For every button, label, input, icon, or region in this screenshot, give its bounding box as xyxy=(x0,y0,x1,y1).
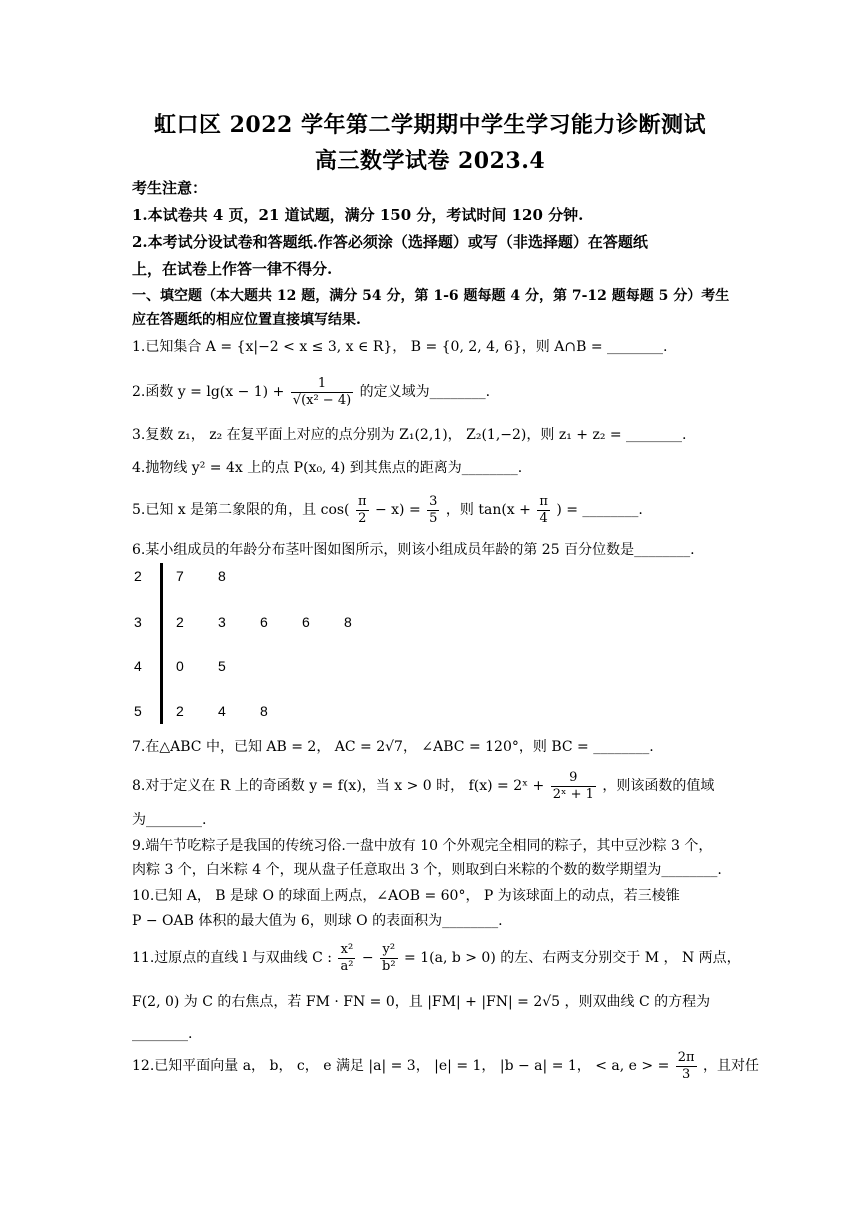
stem-row-2: 3 xyxy=(134,614,142,630)
q8-suffix: ，则该函数的值域 xyxy=(602,778,715,794)
leaf: 6 xyxy=(302,614,310,630)
q5-mid-2: ，则 tan(x + xyxy=(445,502,531,518)
q11-f1-numerator: x² xyxy=(338,942,355,959)
notice-item-1: 1.本试卷共 4 页，21 道试题，满分 150 分，考试时间 120 分钟. xyxy=(132,206,584,224)
q11-f2-denominator: b² xyxy=(382,958,396,974)
question-9b: 肉粽 3 个，白米粽 4 个，现从盘子任意取出 3 个，则取到白米粽的个数的数学期望为________. xyxy=(132,862,722,878)
question-8-continuation: 为________. xyxy=(132,812,207,828)
q5-f2-numerator: 3 xyxy=(429,493,438,509)
q11-suffix: = 1(a, b > 0) 的左、右两支分别交于 M ， N 两点， xyxy=(404,950,741,966)
question-1: 1.已知集合 A = {x|−2 < x ≤ 3, x ∈ R}， B = {0, 2, 4, 6}，则 A∩B = ________. xyxy=(132,339,668,355)
q12-prefix: 12.已知平面向量 a， b， c， e 满足 |a| = 3， |e| = 1， |b − a| = 1， < a, e > = xyxy=(132,1058,670,1074)
leaf: 2 xyxy=(176,703,184,719)
q12-numerator: 2π xyxy=(677,1049,695,1065)
notice-heading: 考生注意： xyxy=(132,179,208,197)
question-12 xyxy=(132,1044,760,1088)
stem-row-4: 5 xyxy=(134,703,142,719)
notice-item-2a: 2.本考试分设试卷和答题纸.作答必须涂（选择题）或写（非选择题）在答题纸 xyxy=(132,233,648,251)
stem-divider xyxy=(160,563,163,724)
q5-f1-numerator: π xyxy=(357,493,367,509)
q5-f3-numerator: π xyxy=(539,493,548,509)
question-10b: P − OAB 体积的最大值为 6，则球 O 的表面积为________. xyxy=(132,913,503,929)
question-6: 6.某小组成员的年龄分布茎叶图如图所示，则该小组成员年龄的第 25 百分位数是________. xyxy=(132,542,695,558)
leaf: 4 xyxy=(218,703,226,719)
q5-prefix: 5.已知 x 是第二象限的角，且 cos( xyxy=(132,502,350,518)
q5-fraction-3 xyxy=(537,494,550,527)
leaf: 8 xyxy=(218,568,226,584)
leaf: 5 xyxy=(218,658,226,674)
question-7: 7.在△ABC 中，已知 AB = 2， AC = 2√7， ∠ABC = 120°，则 BC = ________. xyxy=(132,739,654,755)
section-heading-b: 应在答题纸的相应位置直接填写结果. xyxy=(132,312,361,328)
q5-f2-denominator: 5 xyxy=(429,510,438,526)
question-11 xyxy=(132,934,741,982)
leaf: 2 xyxy=(176,614,184,630)
leaf: 8 xyxy=(344,614,352,630)
stem-row-1: 2 xyxy=(134,568,142,584)
leaf: 8 xyxy=(260,703,268,719)
title-line-1: 虹口区 2022 学年第二学期期中学生学习能力诊断测试 xyxy=(153,112,707,138)
question-11c: ________. xyxy=(132,1026,193,1042)
q12-denominator: 3 xyxy=(682,1066,691,1082)
stem-row-3: 4 xyxy=(134,658,142,674)
leaf: 0 xyxy=(176,658,184,674)
q5-fraction-2 xyxy=(427,494,439,527)
notice-item-2b: 上，在试卷上作答一律不得分. xyxy=(132,260,333,278)
q2-denominator: √(x² − 4) xyxy=(292,392,352,408)
q5-fraction-1 xyxy=(356,494,369,527)
q8-numerator: 9 xyxy=(551,770,596,787)
q11-f2-numerator: y² xyxy=(380,942,398,959)
q11-mid: − xyxy=(361,950,374,966)
q11-f1-denominator: a² xyxy=(340,958,354,974)
question-3: 3.复数 z₁， z₂ 在复平面上对应的点分别为 Z₁(2,1)， Z₂(1,−2)，则 z₁ + z₂ = ________. xyxy=(132,427,687,443)
q5-suffix: ) = ________. xyxy=(556,502,643,518)
q8-denominator: 2ˣ + 1 xyxy=(552,786,594,802)
q5-mid-1: − x) = xyxy=(374,502,421,518)
question-2 xyxy=(132,370,732,414)
question-11b: F(2, 0) 为 C 的右焦点，若 FM · FN = 0，且 |FM| + |FN| = 2√5 ，则双曲线 C 的方程为 xyxy=(132,994,711,1010)
leaf: 6 xyxy=(260,614,268,630)
q8-fraction xyxy=(551,770,596,803)
leaf: 3 xyxy=(218,614,226,630)
q12-suffix: ，且对任 xyxy=(703,1058,760,1074)
q11-fraction-1 xyxy=(338,942,355,975)
q5-f3-denominator: 4 xyxy=(539,510,548,526)
question-10a: 10.已知 A， B 是球 O 的球面上两点，∠AOB = 60°， P 为该球面上的动点，若三棱锥 xyxy=(132,888,680,904)
q2-prefix: 2.函数 y = lg(x − 1) + xyxy=(132,384,285,400)
q2-fraction xyxy=(291,376,353,409)
q11-fraction-2 xyxy=(380,942,398,975)
q11-prefix: 11.过原点的直线 l 与双曲线 C : xyxy=(132,950,332,966)
question-8 xyxy=(132,764,732,808)
question-9a: 9.端午节吃粽子是我国的传统习俗.一盘中放有 10 个外观完全相同的粽子，其中豆沙粽 3 个， xyxy=(132,838,713,854)
question-5 xyxy=(132,488,732,532)
title-line-2: 高三数学试卷 2023.4 xyxy=(314,148,546,174)
leaf: 7 xyxy=(176,568,184,584)
question-4: 4.抛物线 y² = 4x 上的点 P(x₀, 4) 到其焦点的距离为________. xyxy=(132,460,523,476)
q12-fraction xyxy=(676,1050,697,1083)
q8-prefix: 8.对于定义在 R 上的奇函数 y = f(x)，当 x > 0 时， f(x) = 2ˣ + xyxy=(132,778,545,794)
q2-numerator: 1 xyxy=(291,376,353,393)
section-heading-a: 一、填空题（本大题共 12 题，满分 54 分，第 1-6 题每题 4 分，第 7-12 题每题 5 分）考生 xyxy=(132,288,730,304)
q5-f1-denominator: 2 xyxy=(358,510,367,526)
q2-suffix: 的定义域为________. xyxy=(359,384,491,400)
